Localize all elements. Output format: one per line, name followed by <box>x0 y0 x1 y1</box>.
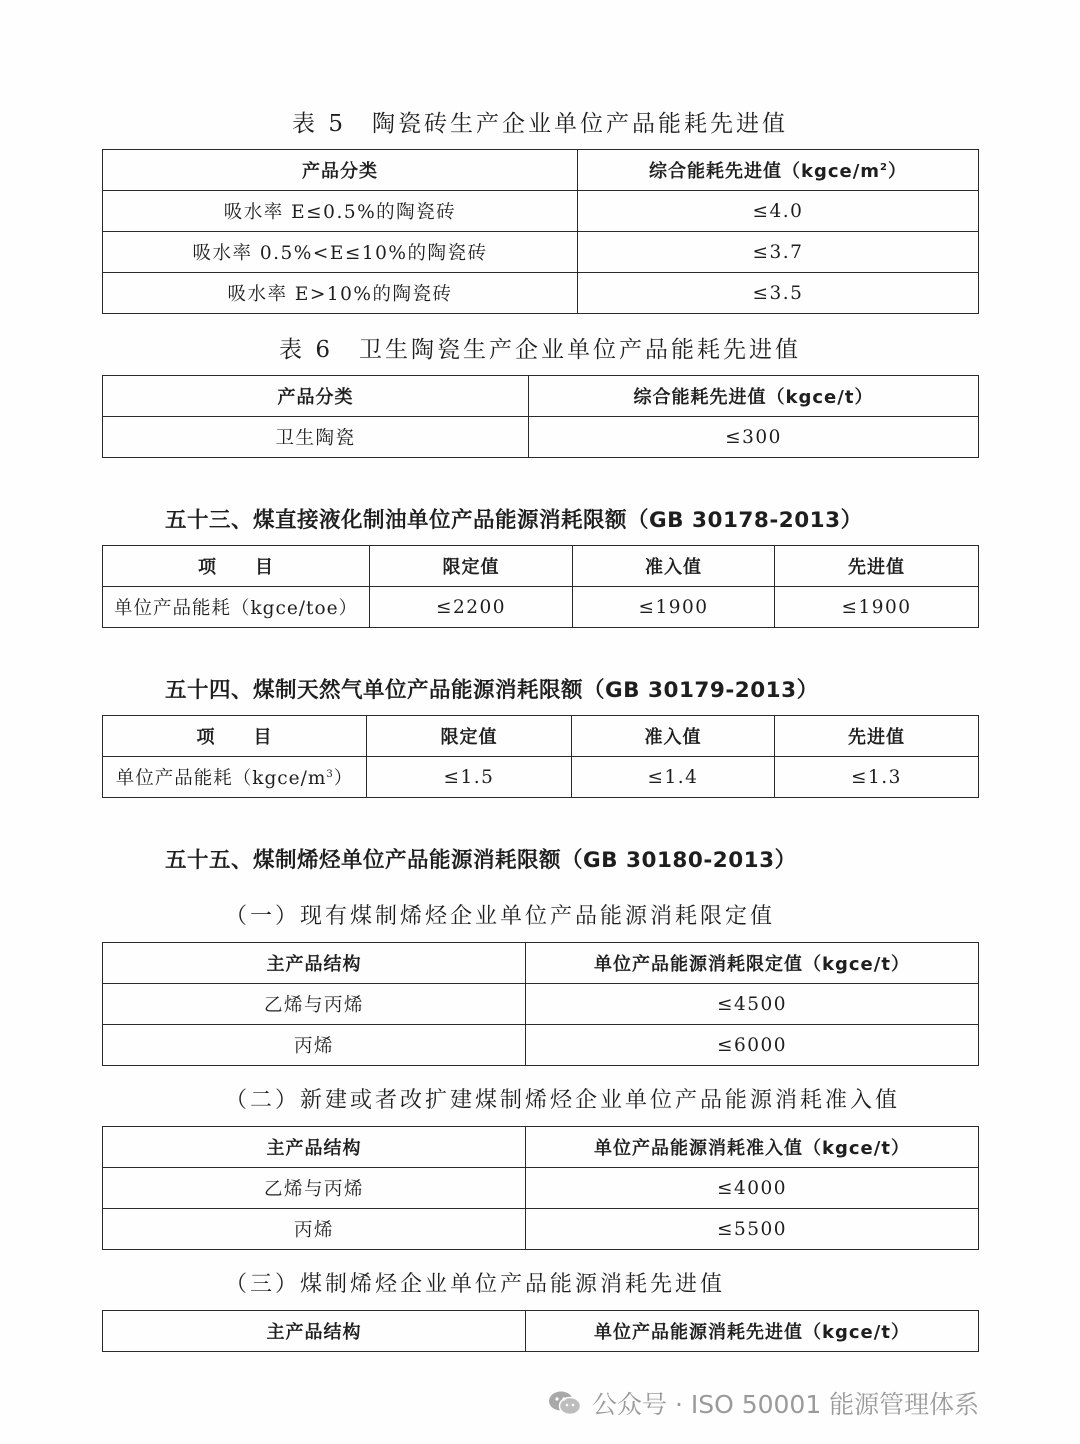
s54-header-advanced: 先进值 <box>775 716 979 757</box>
s55t1-row1-value: ≤4500 <box>526 984 979 1025</box>
section55-table1 <box>102 942 979 1066</box>
s53-header-item: 项 目 <box>103 546 370 587</box>
s55t2-row1-structure: 乙烯与丙烯 <box>103 1168 526 1209</box>
table5-row3-value: ≤3.5 <box>578 273 979 314</box>
section54-table <box>102 715 979 798</box>
s54-access-value: ≤1.4 <box>572 757 775 798</box>
table-header-row <box>103 150 979 191</box>
table-row <box>103 984 979 1025</box>
watermark <box>548 1383 1048 1423</box>
table5-row2-category: 吸水率 0.5%<E≤10%的陶瓷砖 <box>103 232 578 273</box>
s54-header-access: 准入值 <box>572 716 775 757</box>
s55t2-header-structure: 主产品结构 <box>103 1127 526 1168</box>
s55t3-header-structure: 主产品结构 <box>103 1311 526 1352</box>
table5-header-category: 产品分类 <box>103 150 578 191</box>
table-row <box>103 232 979 273</box>
section55-heading: 五十五、煤制烯烃单位产品能源消耗限额（GB 30180-2013） <box>165 848 797 873</box>
section55-table2 <box>102 1126 979 1250</box>
table6-caption: 表 6 卫生陶瓷生产企业单位产品能耗先进值 <box>279 337 801 363</box>
s55t1-row1-structure: 乙烯与丙烯 <box>103 984 526 1025</box>
section53-heading: 五十三、煤直接液化制油单位产品能源消耗限额（GB 30178-2013） <box>165 508 863 533</box>
s54-advanced-value: ≤1.3 <box>775 757 979 798</box>
s55t2-row2-structure: 丙烯 <box>103 1209 526 1250</box>
table-row <box>103 191 979 232</box>
table6 <box>102 375 979 458</box>
table6-header-value: 综合能耗先进值（kgce/t） <box>529 376 979 417</box>
s55t2-row1-value: ≤4000 <box>526 1168 979 1209</box>
s53-limit-value: ≤2200 <box>370 587 573 628</box>
s55t1-header-value: 单位产品能源消耗限定值（kgce/t） <box>526 943 979 984</box>
table6-row1-value: ≤300 <box>529 417 979 458</box>
table6-row1-category: 卫生陶瓷 <box>103 417 529 458</box>
table-row <box>103 273 979 314</box>
table5-caption: 表 5 陶瓷砖生产企业单位产品能耗先进值 <box>292 111 788 137</box>
section55-sub1: （一）现有煤制烯烃企业单位产品能源消耗限定值 <box>225 904 776 929</box>
table5 <box>102 149 979 314</box>
table-header-row <box>103 1311 979 1352</box>
table5-row3-category: 吸水率 E>10%的陶瓷砖 <box>103 273 578 314</box>
section55-table3 <box>102 1310 979 1352</box>
s53-access-value: ≤1900 <box>573 587 775 628</box>
s53-header-access: 准入值 <box>573 546 775 587</box>
s53-row-label: 单位产品能耗（kgce/toe） <box>103 587 370 628</box>
table-header-row <box>103 716 979 757</box>
wechat-icon <box>548 1390 582 1416</box>
s54-header-item: 项 目 <box>103 716 367 757</box>
table-header-row <box>103 376 979 417</box>
s53-header-advanced: 先进值 <box>775 546 979 587</box>
table-row <box>103 1025 979 1066</box>
section55-sub2: （二）新建或者改扩建煤制烯烃企业单位产品能源消耗准入值 <box>225 1088 901 1113</box>
table-header-row <box>103 546 979 587</box>
watermark-text: 公众号 · ISO 50001 能源管理体系 <box>592 1390 980 1419</box>
s55t1-header-structure: 主产品结构 <box>103 943 526 984</box>
s54-limit-value: ≤1.5 <box>367 757 572 798</box>
s53-header-limit: 限定值 <box>370 546 573 587</box>
table-row <box>103 757 979 798</box>
section53-table <box>102 545 979 628</box>
table6-header-category: 产品分类 <box>103 376 529 417</box>
table5-header-value: 综合能耗先进值$(kgce/m^2)$ <box>578 150 979 191</box>
table-header-row <box>103 943 979 984</box>
s55t1-row2-structure: 丙烯 <box>103 1025 526 1066</box>
s55t2-header-value: 单位产品能源消耗准入值（kgce/t） <box>526 1127 979 1168</box>
table5-row1-value: ≤4.0 <box>578 191 979 232</box>
table-row <box>103 1209 979 1250</box>
section55-sub3: （三）煤制烯烃企业单位产品能源消耗先进值 <box>225 1272 726 1297</box>
section54-heading: 五十四、煤制天然气单位产品能源消耗限额（GB 30179-2013） <box>165 678 819 703</box>
s54-header-limit: 限定值 <box>367 716 572 757</box>
table-row <box>103 417 979 458</box>
table-header-row <box>103 1127 979 1168</box>
s53-advanced-value: ≤1900 <box>775 587 979 628</box>
s54-row-label: 单位产品能耗$(kgce/m^3)$ <box>103 757 367 798</box>
table5-row1-category: 吸水率 E≤0.5%的陶瓷砖 <box>103 191 578 232</box>
s55t3-header-value: 单位产品能源消耗先进值（kgce/t） <box>526 1311 979 1352</box>
s55t2-row2-value: ≤5500 <box>526 1209 979 1250</box>
s55t1-row2-value: ≤6000 <box>526 1025 979 1066</box>
table-row <box>103 587 979 628</box>
table-row <box>103 1168 979 1209</box>
table5-row2-value: ≤3.7 <box>578 232 979 273</box>
